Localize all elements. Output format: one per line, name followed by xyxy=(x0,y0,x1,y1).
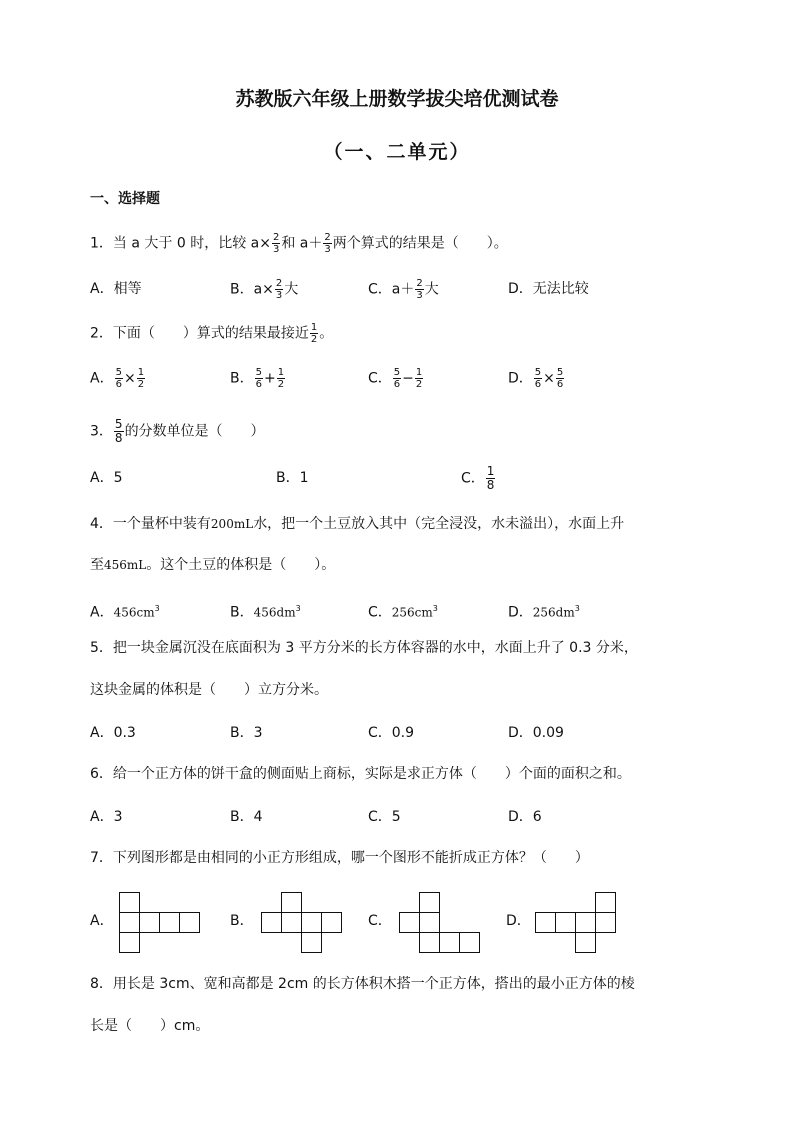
question-3: 3． $\frac{5}{8}$ 的分数单位是（ ） xyxy=(90,417,265,445)
cube-net-c xyxy=(399,892,481,954)
net-square xyxy=(140,913,160,933)
net-square xyxy=(180,913,200,933)
net-square xyxy=(460,933,480,953)
net-square xyxy=(596,893,616,913)
question-8-line-1: 8．用长是 3cm、宽和高都是 2cm 的长方体积木搭一个正方体，搭出的最小正方体的棱 xyxy=(90,976,635,992)
q4-option-d[interactable]: D．$256dm^3$ xyxy=(508,604,580,621)
net-square xyxy=(282,913,302,933)
question-5-line-1: 5．把一块金属沉没在底面积为 3 平方分米的长方体容器的水中，水面上升了 0.3 分米， xyxy=(90,640,638,656)
q2-option-a[interactable]: A． $\frac{5}{6}$ × $\frac{1}{2}$ xyxy=(90,367,145,390)
q3-option-a[interactable]: A．5 xyxy=(90,470,123,486)
q2-option-d[interactable]: D． $\frac{5}{6}$ × $\frac{5}{6}$ xyxy=(508,367,564,390)
q3-option-b[interactable]: B．1 xyxy=(276,470,309,486)
net-square xyxy=(120,893,140,913)
q1-option-d[interactable]: D．无法比较 xyxy=(508,281,589,297)
q7-option-d[interactable]: D． xyxy=(506,913,531,929)
page-title: 苏教版六年级上册数学拔尖培优测试卷 xyxy=(235,88,559,110)
fraction: $\frac{1}{2}$ xyxy=(277,367,285,390)
q1-option-b[interactable]: B．a× $\frac{2}{3}$ 大 xyxy=(230,278,299,301)
q6-option-b[interactable]: B．4 xyxy=(230,809,263,825)
q4-option-c[interactable]: C．$256cm^3$ xyxy=(368,604,438,621)
net-square xyxy=(440,933,460,953)
fraction: $\frac{1}{8}$ xyxy=(486,464,495,492)
question-8-line-2: 长是（ ）cm。 xyxy=(90,1018,210,1034)
fraction: $\frac{1}{2}$ xyxy=(415,367,423,390)
net-square xyxy=(536,913,556,933)
section-heading: 一、选择题 xyxy=(90,191,160,207)
fraction: $\frac{5}{6}$ xyxy=(115,367,122,390)
q4-option-b[interactable]: B．$456dm^3$ xyxy=(230,604,301,621)
net-square xyxy=(420,933,440,953)
fraction: $\frac{2}{3}$ xyxy=(324,232,331,255)
question-5-line-2: 这块金属的体积是（ ）立方分米。 xyxy=(90,682,328,698)
net-square xyxy=(120,913,140,933)
q5-option-c[interactable]: C．0.9 xyxy=(368,725,415,741)
q5-option-d[interactable]: D．0.09 xyxy=(508,725,564,741)
fraction: $\frac{5}{6}$ xyxy=(255,367,262,390)
q2-option-b[interactable]: B． $\frac{5}{6}$ + $\frac{1}{2}$ xyxy=(230,367,285,390)
net-square xyxy=(420,893,440,913)
net-square xyxy=(576,933,596,953)
net-square xyxy=(282,893,302,913)
fraction: $\frac{5}{8}$ xyxy=(114,417,123,445)
net-square xyxy=(160,913,180,933)
cube-net-a xyxy=(119,892,201,954)
q4-option-a[interactable]: A．$456cm^3$ xyxy=(90,604,160,621)
net-square xyxy=(556,913,576,933)
q1-option-c[interactable]: C．a＋ $\frac{2}{3}$ 大 xyxy=(368,278,439,301)
fraction: $\frac{5}{6}$ xyxy=(556,367,564,390)
question-2: 2．下面（ ）算式的结果最接近 $\frac{1}{2}$ 。 xyxy=(90,322,334,345)
question-1: 1．当 a 大于 0 时，比较 a× $\frac{2}{3}$ 和 a＋ $\frac{2}{3}$ 两个算式的结果是（ ）。 xyxy=(90,232,508,255)
fraction: $\frac{1}{2}$ xyxy=(310,322,318,345)
q7-option-b[interactable]: B． xyxy=(230,913,254,929)
net-square xyxy=(322,913,342,933)
q6-option-d[interactable]: D．6 xyxy=(508,809,542,825)
fraction: $\frac{5}{6}$ xyxy=(393,367,401,390)
net-square xyxy=(400,913,420,933)
net-square xyxy=(302,933,322,953)
q5-option-a[interactable]: A．0.3 xyxy=(90,725,136,741)
question-4-line-2: 至456mL。这个土豆的体积是（ ）。 xyxy=(90,557,336,573)
page-subtitle: （一、二单元） xyxy=(323,141,471,163)
net-square xyxy=(120,933,140,953)
q5-option-b[interactable]: B．3 xyxy=(230,725,263,741)
cube-net-b xyxy=(261,892,343,954)
q6-option-a[interactable]: A．3 xyxy=(90,809,123,825)
fraction: $\frac{2}{3}$ xyxy=(272,232,280,255)
fraction: $\frac{1}{2}$ xyxy=(137,367,145,390)
q3-option-c[interactable]: C． $\frac{1}{8}$ xyxy=(461,464,495,492)
cube-net-d xyxy=(535,892,617,954)
net-square xyxy=(596,913,616,933)
question-6: 6．给一个正方体的饼干盒的侧面贴上商标，实际是求正方体（ ）个面的面积之和。 xyxy=(90,766,631,782)
net-square xyxy=(302,913,322,933)
q7-option-a[interactable]: A． xyxy=(90,913,114,929)
q7-option-c[interactable]: C． xyxy=(368,913,392,929)
q1-option-a[interactable]: A．相等 xyxy=(90,281,142,297)
question-7: 7．下列图形都是由相同的小正方形组成，哪一个图形不能折成正方体？（ ） xyxy=(90,850,589,866)
net-square xyxy=(576,913,596,933)
fraction: $\frac{2}{3}$ xyxy=(275,278,283,301)
question-4-line-1: 4．一个量杯中装有200mL水，把一个土豆放入其中（完全浸没，水未溢出），水面上升 xyxy=(90,516,625,532)
net-square xyxy=(420,913,440,933)
fraction: $\frac{2}{3}$ xyxy=(416,278,423,301)
net-square xyxy=(262,913,282,933)
q2-option-c[interactable]: C． $\frac{5}{6}$ − $\frac{1}{2}$ xyxy=(368,367,423,390)
q6-option-c[interactable]: C．5 xyxy=(368,809,401,825)
fraction: $\frac{5}{6}$ xyxy=(534,367,542,390)
